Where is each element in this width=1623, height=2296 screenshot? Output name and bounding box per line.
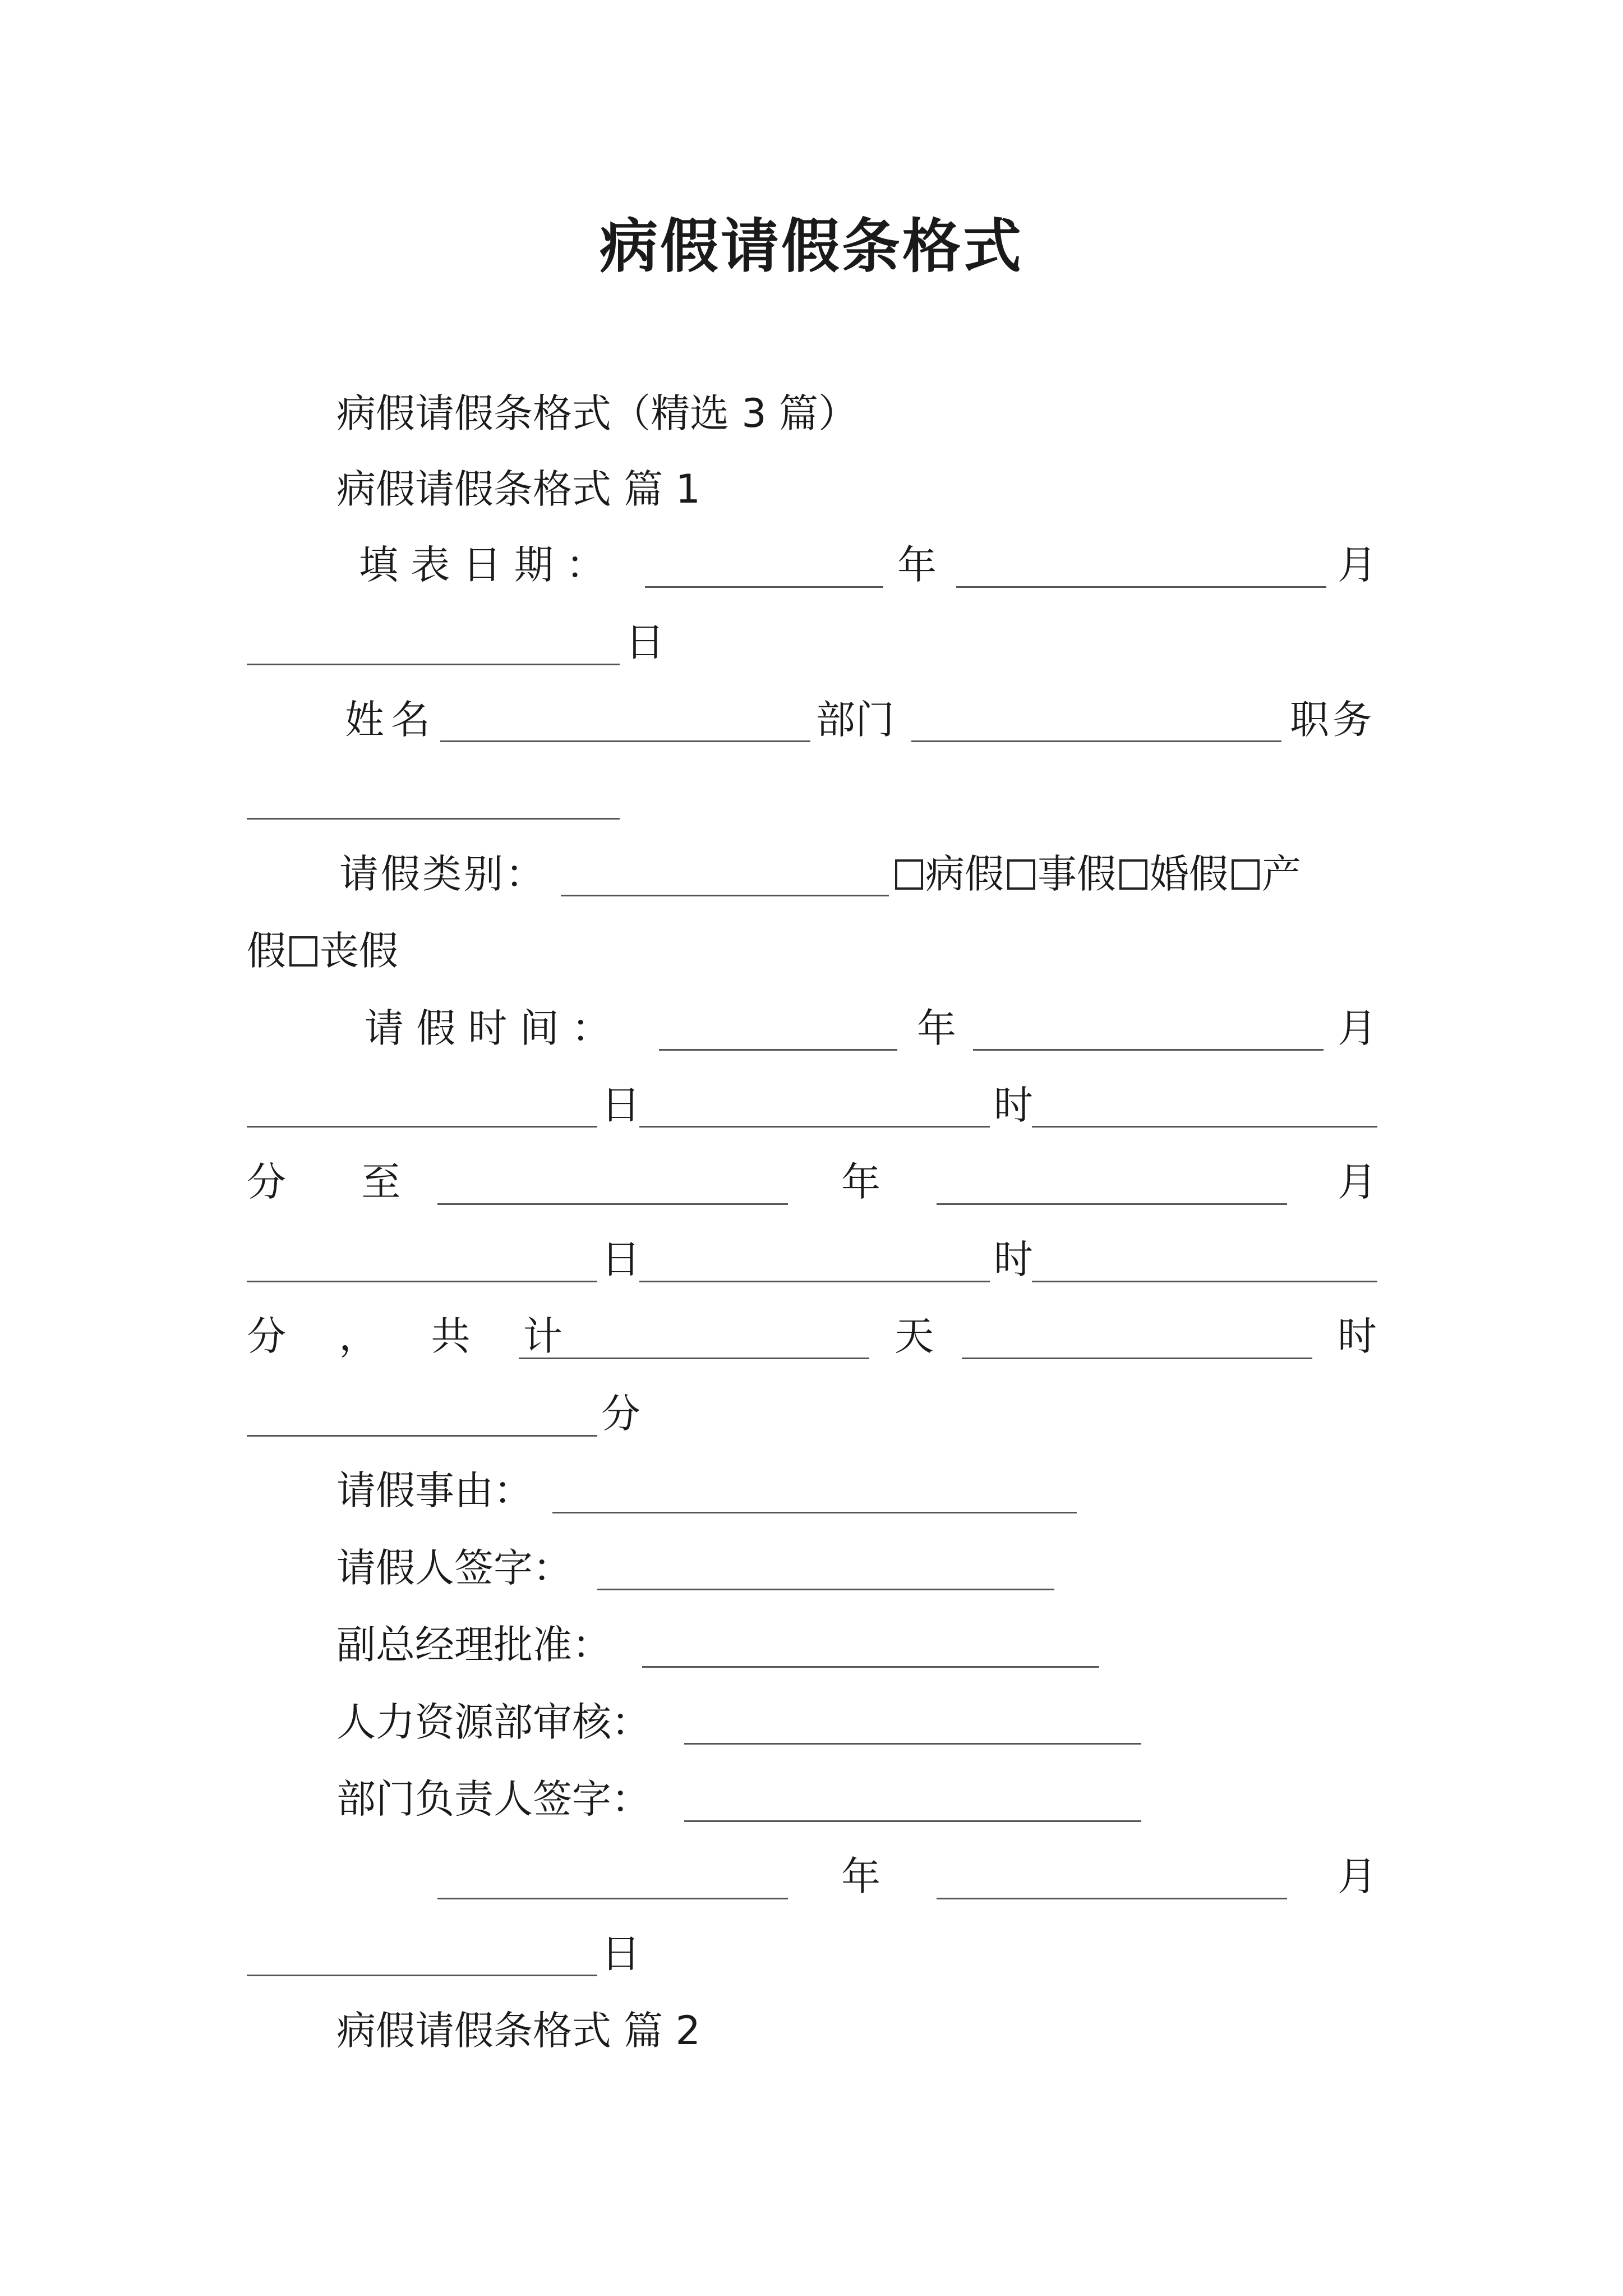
leave-total-hours-field[interactable]	[962, 1358, 1312, 1359]
leave-time-label: 请 假 时 间 ：	[365, 1005, 611, 1051]
section-heading-2: 病假请假条格式 篇 2	[336, 2008, 701, 2054]
sign-date-year-field[interactable]	[437, 1898, 788, 1899]
page-title: 病假请假条格式	[599, 211, 1023, 280]
applicant-sign-label: 请假人签字：	[336, 1545, 572, 1591]
marriage-leave-checkbox[interactable]	[1119, 859, 1147, 890]
maternity-leave-option-part1: 产	[1262, 851, 1301, 897]
hr-label: 人力资源部审核：	[336, 1699, 651, 1745]
sign-date-day-label: 日	[601, 1931, 640, 1977]
leave-start-month-field[interactable]	[973, 1049, 1324, 1051]
leave-type-options	[892, 843, 1301, 905]
hr-field[interactable]	[684, 1743, 1141, 1745]
leave-start-day-field[interactable]	[247, 1126, 597, 1128]
dept-head-label: 部门负责人签字：	[336, 1776, 651, 1822]
fill-date-year-field[interactable]	[645, 586, 883, 588]
sign-date-day-field[interactable]	[247, 1975, 597, 1976]
leave-total-minutes-field[interactable]	[247, 1435, 597, 1437]
personal-leave-checkbox[interactable]	[1007, 859, 1035, 890]
leave-end-year-field[interactable]	[437, 1203, 788, 1205]
maternity-leave-option-part2: 假	[247, 928, 286, 974]
fill-date-month-label: 月	[1338, 542, 1377, 588]
dept-head-field[interactable]	[684, 1820, 1141, 1822]
fill-date-label: 填 表 日 期 ：	[359, 542, 606, 588]
fill-date-day-field[interactable]	[247, 664, 620, 665]
position-field[interactable]	[247, 818, 620, 820]
vice-gm-label: 副总经理批准：	[336, 1622, 611, 1668]
vice-gm-field[interactable]	[642, 1666, 1099, 1668]
fill-date-year-label: 年	[897, 542, 937, 588]
leave-end-day-label: 日	[601, 1236, 640, 1282]
fill-date-month-field[interactable]	[956, 586, 1326, 588]
leave-total-hours-label: 时	[1338, 1313, 1377, 1359]
leave-start-minute-field[interactable]	[1032, 1126, 1377, 1128]
sign-date-month-label: 月	[1338, 1853, 1377, 1899]
leave-to-label: 分 至	[247, 1159, 409, 1205]
leave-type-field[interactable]	[561, 895, 889, 896]
leave-end-day-field[interactable]	[247, 1281, 597, 1282]
leave-type-options-cont	[247, 920, 398, 982]
leave-total-label: 分 ， 共 计	[247, 1313, 583, 1359]
department-field[interactable]	[911, 740, 1281, 742]
document-subtitle: 病假请假条格式（精选 3 篇）	[336, 390, 858, 436]
reason-label: 请假事由：	[336, 1467, 533, 1513]
sign-date-year-label: 年	[841, 1853, 880, 1899]
applicant-sign-field[interactable]	[597, 1589, 1054, 1590]
leave-total-days-label: 天	[895, 1313, 934, 1359]
leave-end-minute-field[interactable]	[1032, 1281, 1377, 1282]
sick-leave-checkbox[interactable]	[895, 859, 923, 890]
section-heading-1: 病假请假条格式 篇 1	[336, 466, 701, 512]
leave-start-day-label: 日	[601, 1082, 640, 1128]
leave-end-year-label: 年	[841, 1159, 880, 1205]
leave-start-month-label: 月	[1338, 1005, 1377, 1051]
marriage-leave-option: 婚假	[1150, 851, 1228, 897]
bereavement-leave-checkbox[interactable]	[289, 936, 317, 967]
leave-start-hour-label: 时	[994, 1082, 1033, 1128]
leave-start-year-field[interactable]	[659, 1049, 897, 1051]
name-label: 姓名	[345, 697, 437, 743]
leave-start-hour-field[interactable]	[639, 1126, 990, 1128]
leave-total-days-field[interactable]	[519, 1358, 869, 1359]
sign-date-month-field[interactable]	[937, 1898, 1287, 1899]
leave-end-hour-label: 时	[994, 1236, 1033, 1282]
reason-field[interactable]	[552, 1512, 1077, 1513]
department-label: 部门	[816, 697, 895, 743]
maternity-leave-checkbox[interactable]	[1232, 859, 1260, 890]
leave-end-hour-field[interactable]	[639, 1281, 990, 1282]
leave-end-month-field[interactable]	[937, 1203, 1287, 1205]
fill-date-day-label: 日	[625, 619, 665, 665]
name-field[interactable]	[440, 740, 810, 742]
sick-leave-option: 病假	[925, 851, 1004, 897]
position-label: 职务	[1290, 697, 1375, 743]
leave-type-label: 请假类别：	[339, 851, 547, 897]
personal-leave-option: 事假	[1038, 851, 1116, 897]
leave-end-month-label: 月	[1338, 1159, 1377, 1205]
leave-total-minutes-label: 分	[601, 1391, 640, 1437]
leave-start-year-label: 年	[917, 1005, 956, 1051]
bereavement-leave-option: 丧假	[320, 928, 398, 974]
